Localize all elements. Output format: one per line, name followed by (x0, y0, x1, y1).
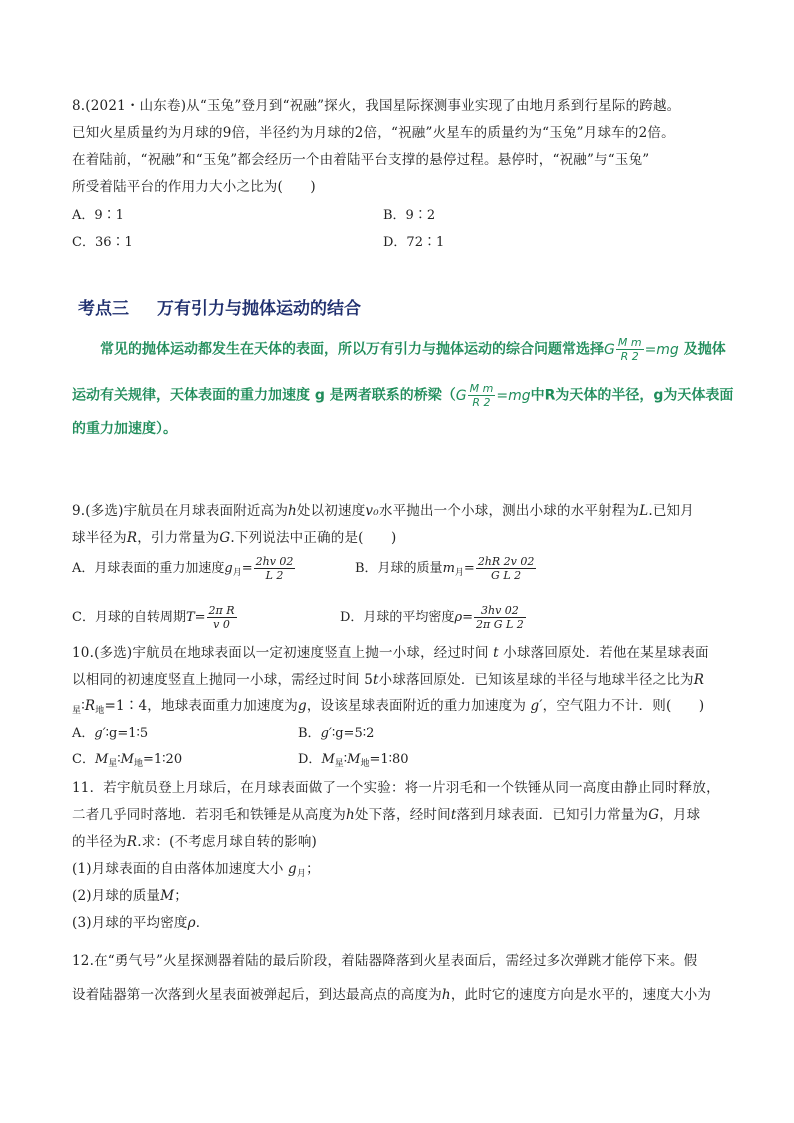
q9-line-1: 9.(多选)宇航员在月球表面附近高为h处以初速度v₀水平抛出一个小球，测出小球的水平射程为L.已知月 (72, 503, 694, 519)
q11-subquestion-2: (2)月球的质量M； (72, 888, 188, 904)
q8-line-2: 已知火星质量约为月球的9倍，半径约为月球的2倍，“祝融”火星车的质量约为“玉兔”月球车的2倍。 (72, 125, 675, 141)
q9-option-c: C．月球的自转周期T= $\frac{\text{2π R}}{v 0}$ (72, 604, 235, 631)
intro-line-3: 的重力加速度）。 (72, 421, 177, 437)
q10-option-c: C．$M_星∶M_地=1∶20$ (72, 752, 183, 769)
q9-option-d: D．月球的平均密度ρ= $\frac{3hv 02}{\text{2π G L 2}}$ (340, 604, 524, 631)
q11-line-1: 11．若宇航员登上月球后，在月球表面做了一个实验：将一片羽毛和一个铁锤从同一高度由静止同时释放， (72, 780, 720, 796)
q12-line-2: 设着陆器第一次落到火星表面被弹起后，到达最高点的高度为h，此时它的速度方向是水平的，速度大小为 (72, 987, 712, 1003)
q8-line-4: 所受着陆平台的作用力大小之比为( ) (72, 179, 316, 195)
q11-subquestion-3: (3)月球的平均密度ρ． (72, 915, 210, 931)
q9-option-b: B．月球的质量$m_月=$ $\frac{2hR 2v 02}{\text{G L 2}}$ (355, 555, 535, 582)
q11-subquestion-1: (1)月球表面的自由落体加速度大小 $g_月$； (72, 861, 320, 879)
q8-option-c: C．36∶1 (72, 235, 133, 250)
q9-option-a: A．月球表面的重力加速度$g_月=$ $\frac{2hv 02}{L 2}$ (72, 555, 294, 582)
q8-option-a: A．9∶1 (72, 208, 124, 223)
gravity-fraction: $\frac{\text{M m}}{R 2}$ (469, 382, 494, 409)
q10-option-d: D．$M_星∶M_地=1∶80$ (298, 752, 409, 769)
section-number: 考点三 (78, 299, 129, 319)
gravity-fraction: $\frac{\text{M m}}{R 2}$ (617, 336, 642, 363)
section-title: 万有引力与抛体运动的结合 (157, 299, 361, 319)
q10-line-1: 10.(多选)宇航员在地球表面以一定初速度竖直上抛一小球，经过时间 t 小球落回原处．若他在某星球表面 (72, 645, 709, 661)
section-heading (78, 294, 361, 319)
q12-line-1: 12.在“勇气号”火星探测器着陆的最后阶段，着陆器降落到火星表面后，需经过多次弹跳才能停下来。假 (72, 953, 698, 969)
q10-option-b: B．g′∶g=5∶2 (298, 726, 375, 741)
fraction: $\frac{\text{2π R}}{v 0}$ (208, 604, 235, 631)
q8-line-3: 在着陆前，“祝融”和“玉兔”都会经历一个由着陆平台支撑的悬停过程。悬停时，“祝融”与“玉兔” (72, 152, 650, 168)
q11-line-2: 二者几乎同时落地．若羽毛和铁锤是从高度为h处下落，经时间t落到月球表面．已知引力常量为G，月球 (72, 807, 701, 823)
q8-option-d: D．72∶1 (383, 235, 445, 250)
q10-line-2: 以相同的初速度竖直上抛同一小球，需经过时间 5t小球落回原处．已知该星球的半径与地球半径之比为R (72, 672, 705, 688)
fraction: $\frac{2hR 2v 02}{\text{G L 2}}$ (477, 555, 535, 582)
fraction: $\frac{2hv 02}{L 2}$ (255, 555, 294, 582)
q11-line-3: 的半径为R.求：(不考虑月球自转的影响) (72, 834, 318, 850)
q10-option-a: A．g′∶g=1∶5 (72, 726, 149, 741)
fraction: $\frac{3hv 02}{\text{2π G L 2}}$ (476, 604, 524, 631)
intro-line-1: 常见的抛体运动都发生在天体的表面，所以万有引力与抛体运动的综合问题常选择G $\frac{\text{M m}}{R 2}$ =mg 及抛体 (100, 336, 726, 363)
q10-line-3: $_星∶R_地=1∶4$，地球表面重力加速度为g，设该星球表面附近的重力加速度为 g′，空气阻力不计．则( ) (72, 698, 705, 716)
q8-option-b: B．9∶2 (383, 208, 436, 223)
intro-line-2: 运动有关规律，天体表面的重力加速度 g 是两者联系的桥梁（G $\frac{\text{M m}}{R 2}$ =mg中R为天体的半径，g为天体表面 (72, 382, 734, 409)
q9-line-2: 球半径为R，引力常量为G.下列说法中正确的是( ) (72, 530, 397, 546)
q8-line-1: 8.(2021・山东卷)从“玉兔”登月到“祝融”探火，我国星际探测事业实现了由地月系到行星际的跨越。 (72, 98, 681, 114)
